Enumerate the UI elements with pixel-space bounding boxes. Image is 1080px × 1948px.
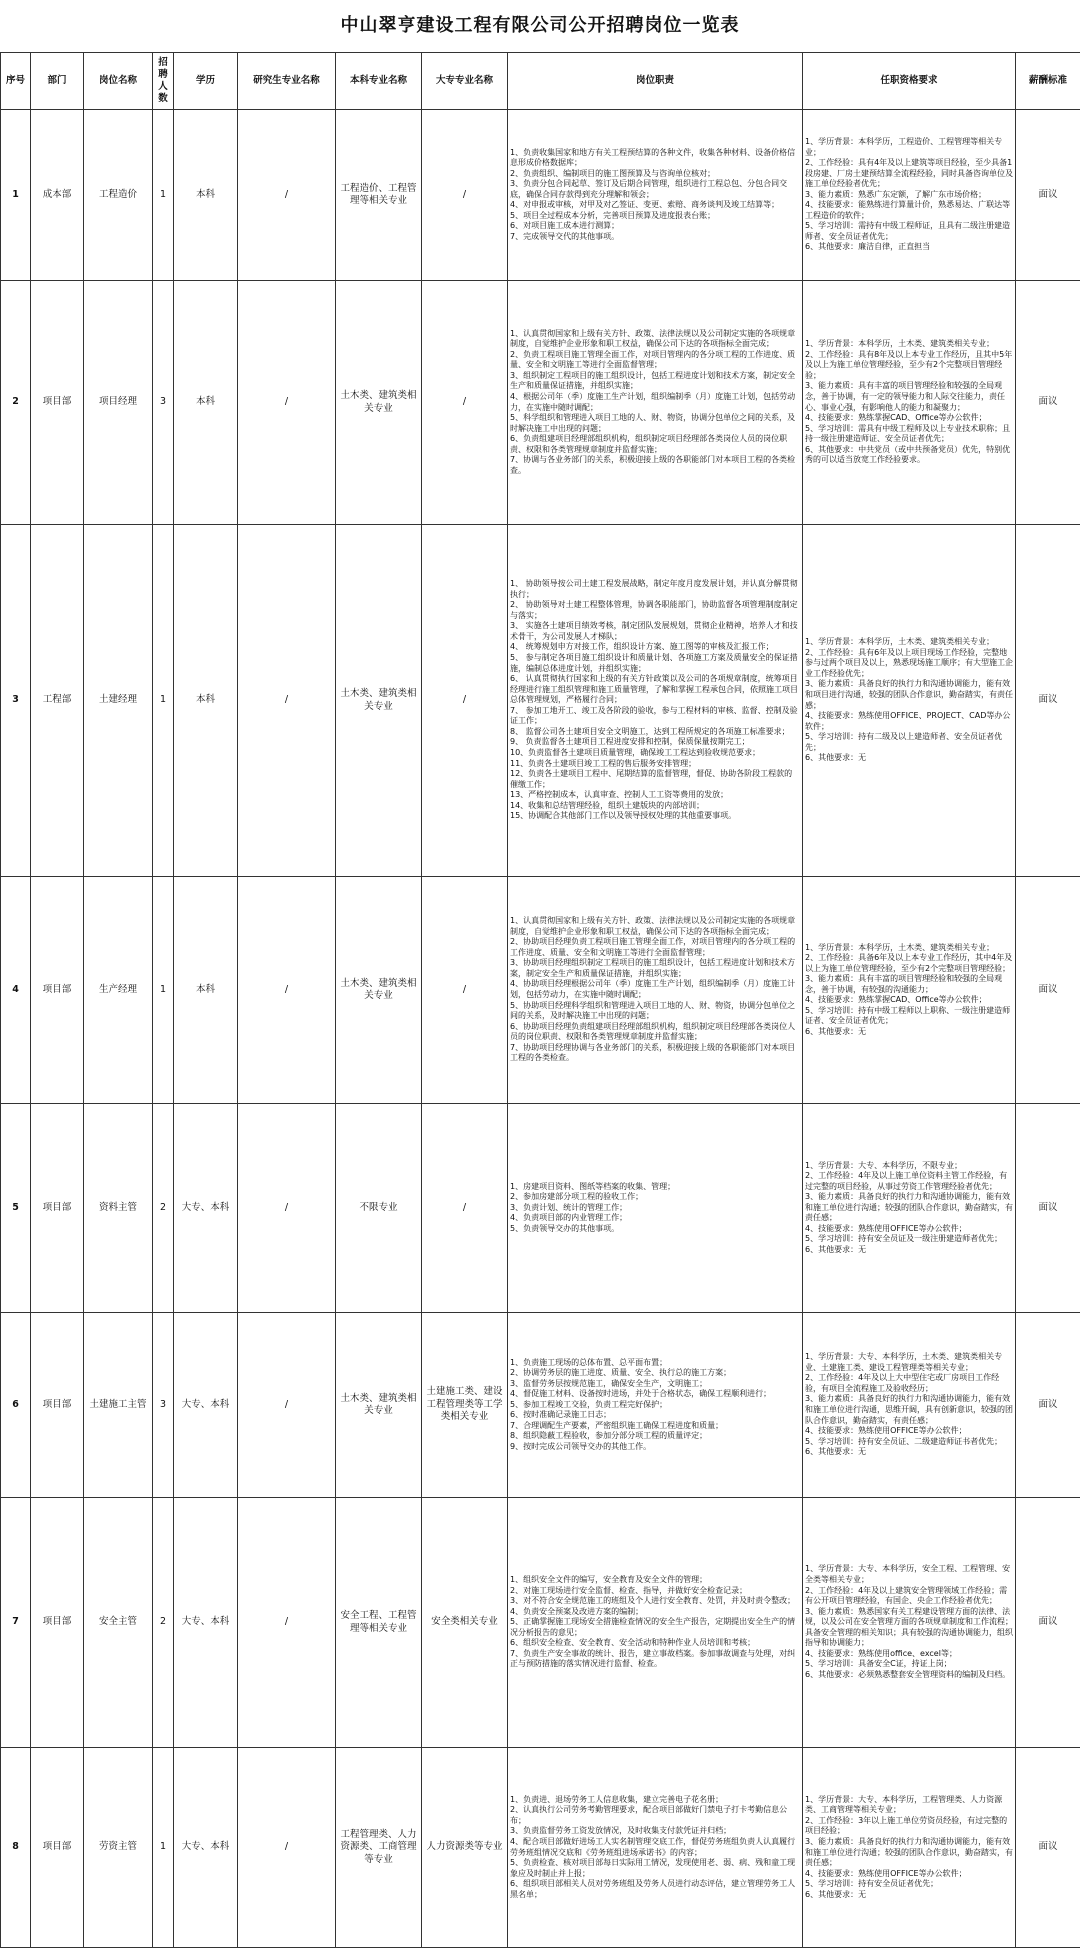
requirement-line: 1、学历背景：大专、本科学历，不限专业；	[805, 1161, 1013, 1172]
duty-line: 1、 协助领导按公司土建工程发展战略，制定年度月度发展计划，并认真分解贯彻执行；	[510, 579, 800, 600]
cell-duties	[508, 877, 803, 1104]
cell-count: 2	[153, 1498, 174, 1748]
header-grad-major: 研究生专业名称	[238, 53, 336, 110]
cell-requirements	[803, 281, 1016, 525]
header-salary: 薪酬标准	[1016, 53, 1080, 110]
cell-seq: 5	[1, 1104, 31, 1313]
duty-line: 5、 参与制定各项目施工组织设计和质量计划、各项施工方案及质量安全的保证措施，编制总体进度计划，并组织实施；	[510, 653, 800, 674]
duty-line: 1、认真贯彻国家和上级有关方针、政策、法律法规以及公司制定实施的各项规章制度，自觉维护企业形象和职工权益，确保公司下达的各项指标全面完成；	[510, 916, 800, 937]
cell-requirements	[803, 1104, 1016, 1313]
duty-line: 1、认真贯彻国家和上级有关方针、政策、法律法规以及公司制定实施的各项规章制度，自觉维护企业形象和职工权益，确保公司下达的各项指标全面完成；	[510, 329, 800, 350]
cell-salary: 面议	[1016, 1104, 1080, 1313]
duty-line: 6、按时准确记录施工日志；	[510, 1410, 800, 1421]
requirement-line: 1、学历背景：本科学历，工程造价、工程管理等相关专业；	[805, 137, 1013, 158]
requirement-line: 4、技能要求：能熟练进行算量计价，熟悉易达、广联达等工程造价的软件；	[805, 200, 1013, 221]
duty-line: 5、负责检查、核对项目部每日实际用工情况，发现使用老、弱、病、残和童工现象应及时制止并上报；	[510, 1858, 800, 1879]
cell-college-major: /	[422, 877, 508, 1104]
duty-line: 2、认真执行公司劳务考勤管理要求，配合项目部做好门禁电子打卡考勤信息公布；	[510, 1805, 800, 1826]
cell-bachelor-major: 土木类、建筑类相关专业	[336, 525, 422, 877]
requirement-line: 1、学历背景：大专、本科学历，安全工程、工程管理、安全类等相关专业；	[805, 1564, 1013, 1585]
cell-bachelor-major: 土木类、建筑类相关专业	[336, 281, 422, 525]
cell-education: 大专、本科	[174, 1313, 238, 1498]
table-row	[1, 110, 1080, 281]
cell-grad-major: /	[238, 1748, 336, 1948]
requirement-line: 1、学历背景：大专、本科学历，土木类、建筑类相关专业、土建施工类、建设工程管理类等相关专业；	[805, 1352, 1013, 1373]
requirement-line: 1、学历背景：本科学历，土木类、建筑类相关专业；	[805, 339, 1013, 350]
cell-requirements	[803, 1748, 1016, 1948]
table-row	[1, 1104, 1080, 1313]
cell-dept: 项目部	[31, 1104, 84, 1313]
cell-duties	[508, 525, 803, 877]
cell-college-major: 人力资源类等专业	[422, 1748, 508, 1948]
cell-salary: 面议	[1016, 1498, 1080, 1748]
requirement-line: 1、学历背景：本科学历，土木类、建筑类相关专业；	[805, 943, 1013, 954]
header-duties: 岗位职责	[508, 53, 803, 110]
cell-salary: 面议	[1016, 1748, 1080, 1948]
duty-line: 11、负责各土建项目竣工工程的售后服务安排管理；	[510, 759, 800, 770]
requirement-line: 6、其他要求：无	[805, 1245, 1013, 1256]
duty-line: 3、组织制定工程项目的施工组织设计，包括工程进度计划和技术方案，制定安全生产和质量保证措施，并组织实施；	[510, 371, 800, 392]
cell-duties	[508, 281, 803, 525]
requirement-line: 3、能力素质：具备良好的执行力和沟通协调能力，能有效和项目进行沟通，较强的团队合作意识，勤奋踏实，有责任感；	[805, 679, 1013, 711]
duty-line: 4、根据公司年（季）度施工生产计划，组织编制季（月）度施工计划，包括劳动力，在实施中随时调配；	[510, 392, 800, 413]
requirement-line: 6、其他要求：无	[805, 1027, 1013, 1038]
cell-grad-major: /	[238, 1498, 336, 1748]
cell-requirements	[803, 110, 1016, 281]
requirement-line: 3、能力素质：熟悉国家有关工程建设管理方面的法律、法规，以及公司在安全管理方面的各项规章制度和工作流程；具备安全管理的相关知识；具有较强的沟通协调能力，组织指导和协调能力；	[805, 1607, 1013, 1649]
cell-college-major: /	[422, 1104, 508, 1313]
header-dept: 部门	[31, 53, 84, 110]
cell-bachelor-major: 不限专业	[336, 1104, 422, 1313]
duty-line: 15、协调配合其他部门工作以及领导授权处理的其他重要事项。	[510, 811, 800, 822]
requirement-line: 2、工作经验：4年及以上建筑安全管理领域工作经验；需有公开项目管理经验，有国企、央企工作经验者优先；	[805, 1586, 1013, 1607]
header-position: 岗位名称	[84, 53, 153, 110]
cell-salary: 面议	[1016, 877, 1080, 1104]
cell-requirements	[803, 877, 1016, 1104]
requirement-line: 3、能力素质：具备良好的执行力和沟通协调能力，能有效和施工单位进行沟通，思维开阔，具有创新意识，较强的团队合作意识，勤奋踏实，有责任感；	[805, 1394, 1013, 1426]
cell-duties	[508, 1104, 803, 1313]
cell-seq: 7	[1, 1498, 31, 1748]
cell-college-major: /	[422, 281, 508, 525]
duty-line: 5、正确掌握施工现场安全措施检查情况的安全生产报告，定期提出安全生产的情况分析报告的意见；	[510, 1617, 800, 1638]
duty-line: 9、按时完成公司领导交办的其他工作。	[510, 1442, 800, 1453]
cell-count: 3	[153, 281, 174, 525]
cell-count: 1	[153, 877, 174, 1104]
duty-line: 5、协助项目经理科学组织和管理进入项目工地的人、财、物资，协调分包单位之间的关系，及时解决施工中出现的问题；	[510, 1001, 800, 1022]
cell-seq: 8	[1, 1748, 31, 1948]
duty-line: 3、对不符合安全规范施工的班组及个人进行安全教育、处罚，并及时责令整改；	[510, 1596, 800, 1607]
requirement-line: 2、工作经验：具有8年及以上本专业工作经历，且其中5年及以上为施工单位管理经验，至少有2个完整项目管理经验；	[805, 350, 1013, 382]
header-college-major: 大专专业名称	[422, 53, 508, 110]
table-row	[1, 525, 1080, 877]
cell-position: 工程造价	[84, 110, 153, 281]
duty-line: 10、负责监督各土建项目质量管理，确保竣工工程达到验收规范要求；	[510, 748, 800, 759]
duty-line: 4、督促施工材料、设备按时进场，并处于合格状态，确保工程顺利进行；	[510, 1389, 800, 1400]
requirement-line: 4、技能要求：熟练使用OFFICE等办公软件；	[805, 1869, 1013, 1880]
duty-line: 6、负责组建项目经理部组织机构，组织制定项目经理部各类岗位人员的岗位职责、权限和各类管理规章制度并监督实施；	[510, 434, 800, 455]
cell-count: 1	[153, 1748, 174, 1948]
cell-dept: 工程部	[31, 525, 84, 877]
requirement-line: 3、能力素质：具备良好的执行力和沟通协调能力，能有效和施工单位进行沟通；较强的团队合作意识，勤奋踏实，有责任感；	[805, 1837, 1013, 1869]
duty-line: 3、负责计划、统计的管理工作；	[510, 1203, 800, 1214]
duty-line: 2、协助项目经理负责工程项目施工管理全面工作，对项目管理内的各分项工程的工作进度、质量、安全和文明施工等进行全面监督管理；	[510, 937, 800, 958]
cell-grad-major: /	[238, 110, 336, 281]
duty-line: 2、对施工现场进行安全监督、检查、指导，并做好安全检查记录；	[510, 1586, 800, 1597]
requirement-line: 6、其他要求：必须熟悉整套安全管理资料的编制及归档。	[805, 1670, 1013, 1681]
cell-dept: 项目部	[31, 1498, 84, 1748]
requirement-line: 5、学习培训：持有安全员证、二级建造师证书者优先；	[805, 1437, 1013, 1448]
duty-line: 7、合理调配生产要素，严密组织施工确保工程进度和质量；	[510, 1421, 800, 1432]
duty-line: 5、参加工程竣工交验，负责工程完好保护；	[510, 1400, 800, 1411]
cell-duties	[508, 1313, 803, 1498]
header-count: 招聘人数	[153, 53, 174, 110]
cell-grad-major: /	[238, 877, 336, 1104]
requirement-line: 2、工作经验：具有4年及以上建筑等项目经验，至少具备1段房建、厂房土建预结算全流程经验，同时具备咨询单位及施工单位经验者优先；	[805, 158, 1013, 190]
cell-grad-major: /	[238, 525, 336, 877]
requirement-line: 4、技能要求：熟练使用OFFICE、PROJECT、CAD等办公软件；	[805, 711, 1013, 732]
cell-college-major: 安全类相关专业	[422, 1498, 508, 1748]
requirement-line: 3、能力素质：具有丰富的项目管理经验和较强的全局观念，善于协调，有较强的沟通能力；	[805, 974, 1013, 995]
requirement-line: 2、工作经验：3年以上施工单位劳资员经验，有过完整的项目经验；	[805, 1816, 1013, 1837]
requirement-line: 5、学习培训：具备安全C证，持证上岗；	[805, 1659, 1013, 1670]
cell-college-major: /	[422, 110, 508, 281]
cell-college-major: /	[422, 525, 508, 877]
cell-salary: 面议	[1016, 281, 1080, 525]
requirement-line: 4、技能要求：熟练使用OFFICE等办公软件；	[805, 1426, 1013, 1437]
requirement-line: 3、能力素质：熟悉广东定额，了解广东市场价格；	[805, 190, 1013, 201]
cell-education: 本科	[174, 877, 238, 1104]
requirement-line: 5、学习培训：持有中级工程师以上职称、一级注册建造师证者、安全员证者优先；	[805, 1006, 1013, 1027]
cell-education: 本科	[174, 110, 238, 281]
duty-line: 2、负责工程项目施工管理全面工作，对项目管理内的各分项工程的工作进度、质量、安全和文明施工等进行全面监督管理；	[510, 350, 800, 371]
duty-line: 4、负责安全预案及改进方案的编制；	[510, 1607, 800, 1618]
cell-dept: 项目部	[31, 281, 84, 525]
table-header-row	[1, 53, 1080, 110]
duty-line: 5、科学组织和管理进入项目工地的人、财、物资，协调分包单位之间的关系，及时解决施工中出现的问题；	[510, 413, 800, 434]
requirement-line: 6、其他要求：廉洁自律，正直担当	[805, 242, 1013, 253]
duty-line: 4、协助项目经理根据公司年（季）度施工生产计划，组织编制季（月）度施工计划，包括劳动力，在实施中随时调配；	[510, 979, 800, 1000]
duty-line: 2、参加房建部分项工程的验收工作；	[510, 1192, 800, 1203]
duty-line: 3、监督劳务层按规范施工，确保安全生产，文明施工；	[510, 1379, 800, 1390]
cell-salary: 面议	[1016, 1313, 1080, 1498]
duty-line: 6、对项目施工成本进行测算；	[510, 221, 800, 232]
duty-line: 13、严格控制成本，认真审查、控制人工工资等费用的发放；	[510, 790, 800, 801]
duty-line: 7、完成领导交代的其他事项。	[510, 232, 800, 243]
cell-duties	[508, 1748, 803, 1948]
table-row	[1, 1498, 1080, 1748]
cell-bachelor-major: 土木类、建筑类相关专业	[336, 877, 422, 1104]
cell-bachelor-major: 工程造价、工程管理等相关专业	[336, 110, 422, 281]
cell-seq: 2	[1, 281, 31, 525]
cell-seq: 6	[1, 1313, 31, 1498]
cell-salary: 面议	[1016, 525, 1080, 877]
cell-requirements	[803, 525, 1016, 877]
duty-line: 1、组织安全文件的编写，安全教育及安全文件的管理；	[510, 1575, 800, 1586]
cell-duties	[508, 110, 803, 281]
duty-line: 1、负责进、退场劳务工人信息收集，建立完善电子花名册；	[510, 1795, 800, 1806]
requirement-line: 2、工作经验：4年及以上大中型住宅或厂房项目工作经验，有项目全流程施工及验收经历；	[805, 1373, 1013, 1394]
requirement-line: 4、技能要求：熟练使用OFFICE等办公软件；	[805, 1224, 1013, 1235]
duty-line: 12、负责各土建项目工程中、尾期结算的监督管理，督促、协助各阶段工程款的催缴工作；	[510, 769, 800, 790]
duty-line: 3、负责监督劳务工资发放情况，及时收集支付款凭证并归档；	[510, 1826, 800, 1837]
requirement-line: 4、技能要求：熟练掌握CAD、Office等办公软件；	[805, 995, 1013, 1006]
cell-dept: 项目部	[31, 877, 84, 1104]
duty-line: 8、 监督公司各土建项目安全文明施工，达到工程所规定的各项施工标准要求；	[510, 727, 800, 738]
duty-line: 6、协助项目经理负责组建项目经理部组织机构，组织制定项目经理部各类岗位人员的岗位职责、权限和各类管理规章制度并监督实施；	[510, 1022, 800, 1043]
duty-line: 8、组织隐蔽工程验收，参加分部分项工程的质量评定；	[510, 1431, 800, 1442]
cell-grad-major: /	[238, 1313, 336, 1498]
cell-count: 2	[153, 1104, 174, 1313]
cell-dept: 项目部	[31, 1313, 84, 1498]
requirement-line: 3、能力素质：具有丰富的项目管理经验和较强的全局观念，善于协调，有一定的领导能力和人际交往能力，责任心、事业心强，有影响他人的能力和凝聚力；	[805, 381, 1013, 413]
cell-position: 土建经理	[84, 525, 153, 877]
header-seq: 序号	[1, 53, 31, 110]
table-row	[1, 1748, 1080, 1948]
cell-seq: 4	[1, 877, 31, 1104]
duty-line: 5、负责领导交办的其他事项。	[510, 1224, 800, 1235]
requirement-line: 4、技能要求：熟练掌握CAD、Office等办公软件；	[805, 413, 1013, 424]
cell-seq: 3	[1, 525, 31, 877]
duty-line: 14、收集和总结管理经验，组织土建版块的内部培训；	[510, 801, 800, 812]
cell-position: 安全主管	[84, 1498, 153, 1748]
header-bachelor-major: 本科专业名称	[336, 53, 422, 110]
cell-salary: 面议	[1016, 110, 1080, 281]
requirement-line: 5、学习培训：持有安全员证者优先；	[805, 1879, 1013, 1890]
cell-position: 土建施工主管	[84, 1313, 153, 1498]
cell-position: 资料主管	[84, 1104, 153, 1313]
requirement-line: 1、学历背景：本科学历，土木类、建筑类相关专业；	[805, 637, 1013, 648]
requirement-line: 1、学历背景：大专、本科学历，工程管理类、人力资源类、工商管理等相关专业；	[805, 1795, 1013, 1816]
cell-position: 生产经理	[84, 877, 153, 1104]
cell-education: 大专、本科	[174, 1498, 238, 1748]
cell-education: 大专、本科	[174, 1748, 238, 1948]
duty-line: 2、协调劳务层的施工进度、质量、安全、执行总的施工方案；	[510, 1368, 800, 1379]
cell-education: 大专、本科	[174, 1104, 238, 1313]
table-row	[1, 877, 1080, 1104]
requirement-line: 5、学习培训：持有二级及以上建造师者、安全员证者优先；	[805, 732, 1013, 753]
page-title: 中山翠亨建设工程有限公司公开招聘岗位一览表	[0, 0, 1080, 52]
cell-position: 劳资主管	[84, 1748, 153, 1948]
cell-requirements	[803, 1313, 1016, 1498]
cell-bachelor-major: 工程管理类、人力资源类、工商管理等专业	[336, 1748, 422, 1948]
cell-bachelor-major: 安全工程、工程管理等相关专业	[336, 1498, 422, 1748]
duty-line: 4、 统筹规划申方对接工作，组织设计方案、施工图等的审核及汇报工作；	[510, 642, 800, 653]
requirement-line: 6、其他要求：无	[805, 1447, 1013, 1458]
duty-line: 7、负责生产安全事故的统计、报告，建立事故档案。参加事故调查与处理，对纠正与预防措施的落实情况进行监督、检查。	[510, 1649, 800, 1670]
cell-position: 项目经理	[84, 281, 153, 525]
duty-line: 1、房建项目资料、图纸等档案的收集、管理；	[510, 1182, 800, 1193]
requirement-line: 2、工作经验：具有6年及以上项目现场工作经验，完整地参与过两个项目及以上，熟悉现场施工顺序；有大型施工企业工作经验优先；	[805, 648, 1013, 680]
header-education: 学历	[174, 53, 238, 110]
duty-line: 7、协调与各业务部门的关系，积极迎接上级的各职能部门对本项目工程的各类检查。	[510, 455, 800, 476]
table-body	[1, 110, 1080, 1948]
duty-line: 1、负责施工现场的总体布置、总平面布置；	[510, 1358, 800, 1369]
requirement-line: 6、其他要求：中共党员（或中共预备党员）优先，特别优秀的可以适当放宽工作经验要求。	[805, 445, 1013, 466]
requirement-line: 5、学习培训：持有安全员证及一级注册建造师者优先；	[805, 1234, 1013, 1245]
table-row	[1, 1313, 1080, 1498]
duty-line: 3、 实施各土建项目绩效考核，制定团队发展规划，贯彻企业精神，培养人才和技术骨干，为公司发展人才梯队；	[510, 621, 800, 642]
cell-bachelor-major: 土木类、建筑类相关专业	[336, 1313, 422, 1498]
cell-count: 3	[153, 1313, 174, 1498]
duty-line: 4、对申报或审核，对甲及对乙签证、变更、索赔、商务谈判及竣工结算等；	[510, 200, 800, 211]
table-row	[1, 281, 1080, 525]
duty-line: 2、负责组织、编制项目的施工图预算及与咨询单位核对；	[510, 169, 800, 180]
duty-line: 3、协助项目经理组织制定工程项目的施工组织设计，包括工程进度计划和技术方案，制定安全生产和质量保证措施，并组织实施；	[510, 958, 800, 979]
positions-table	[0, 52, 1080, 1948]
cell-seq: 1	[1, 110, 31, 281]
cell-count: 1	[153, 525, 174, 877]
cell-education: 本科	[174, 281, 238, 525]
duty-line: 4、配合项目部做好进场工人实名制管理交底工作，督促劳务班组负责人认真履行劳务班组情况交底和《劳务班组进场承诺书》的内容；	[510, 1837, 800, 1858]
cell-grad-major: /	[238, 1104, 336, 1313]
requirement-line: 5、学习培训：需持有中级工程师证，且具有二级注册建造师者、安全员证者优先；	[805, 221, 1013, 242]
cell-dept: 项目部	[31, 1748, 84, 1948]
cell-count: 1	[153, 110, 174, 281]
cell-duties	[508, 1498, 803, 1748]
duty-line: 4、负责项目部的内业管理工作；	[510, 1213, 800, 1224]
duty-line: 3、负责分包合同起草、签订及后期合同管理，组织进行工程总包、分包合同交底，确保合同存款得到充分理解和领会；	[510, 179, 800, 200]
requirement-line: 2、工作经验：4年及以上施工单位资料主管工作经验，有过完整的项目经验，从事过劳资工作管理经验者优先；	[805, 1171, 1013, 1192]
cell-education: 本科	[174, 525, 238, 877]
cell-grad-major: /	[238, 281, 336, 525]
cell-dept: 成本部	[31, 110, 84, 281]
duty-line: 1、负责收集国家和地方有关工程预结算的各种文件，收集各种材料、设备价格信息形成价格数据库；	[510, 148, 800, 169]
duty-line: 6、组织项目部相关人员对劳务班组及劳务人员进行动态评估，建立管理劳务工人黑名单；	[510, 1879, 800, 1900]
duty-line: 6、 认真贯彻执行国家和上级的有关方针政策以及公司的各项规章制度，统筹项目经理进行施工组织管理和施工质量管理，了解和掌握工程承包合同，依照施工项目总体管理规划，严格履行合同；	[510, 674, 800, 706]
duty-line: 6、组织安全检查、安全教育、安全活动和特种作业人员培训和考核；	[510, 1638, 800, 1649]
requirement-line: 4、技能要求：熟练使用office、excel等；	[805, 1649, 1013, 1660]
duty-line: 9、 负责监督各土建项目工程进度安排和控制，保质保量按期完工；	[510, 737, 800, 748]
requirement-line: 2、工作经验：具备6年及以上本专业工作经历，其中4年及以上为施工单位管理经验，至少有2个完整项目管理经验；	[805, 953, 1013, 974]
duty-line: 7、 参加工地开工、竣工及各阶段的验收，参与工程材料的审核、监督、控制及验证工作；	[510, 706, 800, 727]
duty-line: 7、协助项目经理协调与各业务部门的关系，积极迎接上级的各职能部门对本项目工程的各类检查。	[510, 1043, 800, 1064]
requirement-line: 5、学习培训：需具有中级工程师及以上专业技术职称；且持一级注册建造师证、安全员证者优先；	[805, 424, 1013, 445]
requirement-line: 6、其他要求：无	[805, 753, 1013, 764]
duty-line: 5、项目全过程成本分析，完善项目预算及进度报表台账；	[510, 211, 800, 222]
duty-line: 2、 协助领导对土建工程整体管理，协调各职能部门，协助监督各项管理制度制定与落实；	[510, 600, 800, 621]
requirement-line: 6、其他要求：无	[805, 1890, 1013, 1901]
cell-college-major: 土建施工类、建设工程管理类等工学类相关专业	[422, 1313, 508, 1498]
header-requirements: 任职资格要求	[803, 53, 1016, 110]
requirement-line: 3、能力素质：具备良好的执行力和沟通协调能力，能有效和施工单位进行沟通；较强的团队合作意识，勤奋踏实，有责任感；	[805, 1192, 1013, 1224]
cell-requirements	[803, 1498, 1016, 1748]
